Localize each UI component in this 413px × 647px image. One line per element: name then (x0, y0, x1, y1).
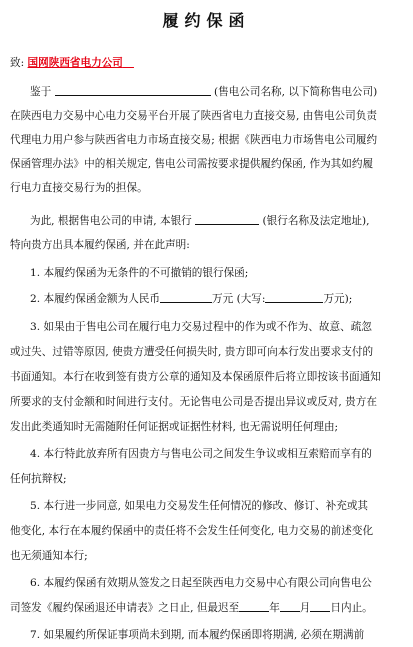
day-blank (310, 601, 330, 612)
paragraph-1-line-2: 在陕西电力交易中心电力交易平台开展了陕西省电力直接交易, 由售电公司负责 (10, 110, 377, 122)
item-3-line-5: 发出此类通知时无需随附任何证据或证据性材料, 也无需说明任何理由; (10, 421, 339, 433)
month-blank (280, 601, 300, 612)
bank-name-blank (195, 214, 259, 225)
p2-text-a: 为此, 根据售电公司的申请, 本银行 (30, 215, 192, 227)
year-blank (239, 601, 269, 612)
item-7-line-1: 7. 如果履约所保证事项尚未到期, 而本履约保函即将期满, 必须在期满前 (30, 629, 365, 641)
addressee-line (10, 56, 403, 70)
paragraph-1-line-4: 保函管理办法》中的相关规定, 售电公司需按要求提供履约保函, 作为其如约履 (10, 158, 374, 170)
item-1: 1. 本履约保函为无条件的不可撤销的银行保函; (30, 267, 249, 279)
item-5-line-1: 5. 本行进一步同意, 如果电力交易发生任何情况的修改、修订、补充或其 (30, 500, 369, 512)
recipient-name: 国网陕西省电力公司 (27, 57, 123, 69)
item-5-line-2: 他变化, 本行在本履约保函中的责任将不会发生任何变化, 电力交易的前述变化 (10, 525, 374, 537)
item-3-line-2: 或过失、过错等原因, 使贵方遭受任何损失时, 贵方即可向本行发出要求支付的 (10, 346, 374, 358)
item-4-line-1: 4. 本行特此放弃所有因贵方与售电公司之间发生争议或相互索赔而享有的 (30, 448, 372, 460)
amount-number-blank (160, 292, 212, 303)
item-6-line-1: 6. 本履约保函有效期从签发之日起至陕西电力交易中心有限公司向售电公 (30, 577, 372, 589)
item-3-line-4: 所要求的支付金额和时间进行支付。无论售电公司是否提出异议或反对, 贵方在 (10, 396, 377, 408)
item-5-line-3: 也无须通知本行; (10, 550, 88, 562)
paragraph-1-line-1 (30, 85, 403, 99)
item-3-line-1: 3. 如果由于售电公司在履行电力交易过程中的作为或不作为、故意、疏忽 (30, 321, 372, 333)
p1-text-a: 鉴于 (30, 86, 52, 98)
recipient-underline (123, 57, 134, 69)
paragraph-2-line-1 (30, 214, 403, 228)
amount-words-blank (265, 292, 323, 303)
to-label: 致: (10, 57, 25, 69)
item-4-line-2: 任何抗辩权; (10, 473, 67, 485)
seller-name-blank (55, 85, 211, 96)
item2-text-c: 万元); (323, 293, 353, 305)
p2-text-b: (银行名称及法定地址), (262, 215, 370, 227)
item-6-line-2 (10, 601, 403, 615)
paragraph-1-line-5: 行电力直接交易行为的担保。 (10, 182, 148, 194)
item-2 (30, 292, 403, 306)
item6-text-a: 司签发《履约保函退还申请表》之日止, 但最迟至 (10, 602, 240, 614)
item-3-line-3: 书面通知。本行在收到签有贵方公章的通知及本保函原件后将立即按该书面通知 (10, 371, 381, 383)
item2-text-a: 2. 本履约保函金额为人民币 (30, 293, 161, 305)
paragraph-2-line-2: 特向贵方出具本履约保函, 并在此声明: (10, 239, 190, 251)
item2-text-b: 万元 (大写: (212, 293, 266, 305)
p1-text-b: (售电公司名称, 以下简称售电公司) (213, 86, 378, 98)
page-title: 履约保函 (162, 11, 251, 30)
paragraph-1-line-3: 代理电力用户参与陕西省电力市场直接交易; 根据《陕西电力市场售电公司履约 (10, 134, 378, 146)
month-label: 月 (299, 602, 311, 614)
year-label: 年 (269, 602, 280, 614)
day-label: 日内止。 (330, 602, 373, 614)
